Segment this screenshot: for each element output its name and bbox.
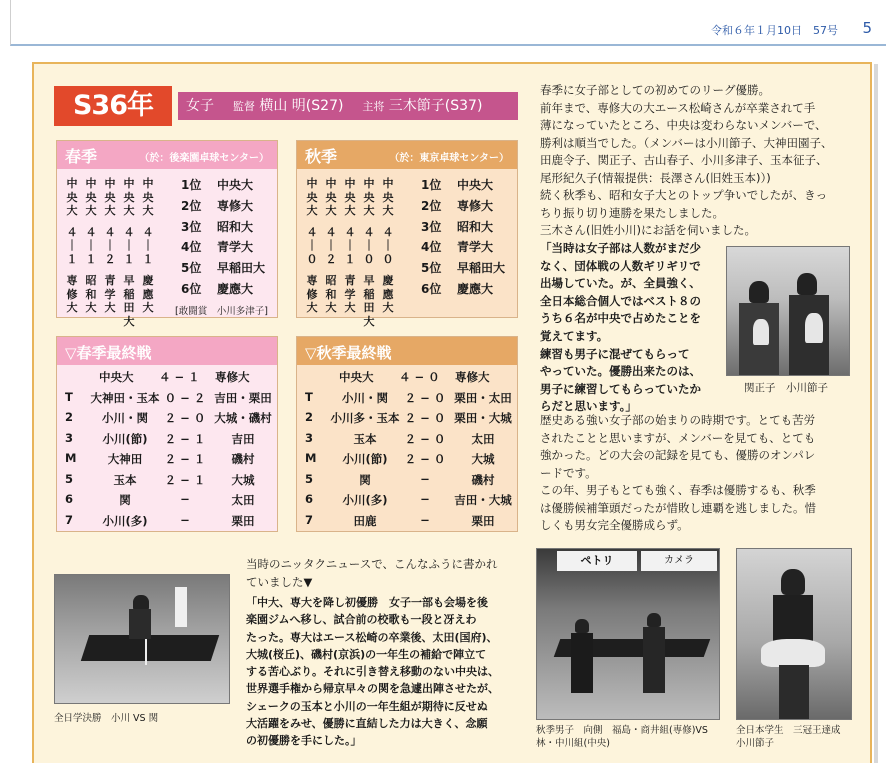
article-line: 田鹿令子、関正子、古山春子、小川多津子、玉本征子、 — [540, 153, 828, 167]
match-score: ４ ｜ ０ — [306, 225, 318, 266]
autumn-league-box — [296, 140, 518, 328]
final-cell-no: T — [305, 389, 313, 404]
match-opponent: 昭 和 大 — [325, 274, 337, 314]
final-cell-no: 5 — [305, 471, 314, 486]
spring-final-results — [57, 367, 279, 531]
article-line: 歴史ある強い女子部の始まりの時期です。とても苦労 — [540, 413, 816, 427]
spring-venue: （於：後楽園卓球センター） — [139, 153, 269, 164]
news-line: 大城(桜丘)、磯村(京浜)の一年生の補給で陣立て — [246, 647, 487, 661]
quote-line: やっていた。優勝出来たのは、 — [540, 364, 701, 379]
news-line: 大活躍をみせ、優勝に直結した力は大きく、念願 — [246, 717, 488, 731]
match-home: 中 央 大 — [306, 177, 318, 217]
photo-players-trophies — [726, 246, 850, 376]
match-opponent: 早 稲 田 大 — [363, 274, 375, 328]
final-cell-score: ２ − ０ — [404, 452, 446, 466]
quote-line: 全日本総合個人ではベスト８の — [540, 293, 701, 308]
final-cell-no: 2 — [305, 410, 314, 424]
match-score: ４ ｜ ０ — [382, 225, 394, 266]
ranking-row: 1位 中央大 — [421, 178, 494, 192]
final-result-row — [57, 490, 279, 511]
page-header — [10, 0, 886, 46]
final-cell-no: 5 — [65, 471, 74, 486]
ranking-row: 3位 昭和大 — [421, 219, 494, 234]
news-article — [246, 594, 536, 750]
article-line: しくも男女完全優勝成らず。 — [540, 518, 689, 532]
final-result-row — [297, 408, 519, 429]
spring-league-header — [57, 141, 277, 169]
final-result-row — [57, 388, 279, 409]
article-line: 続く秋季も、昭和女子大とのトップ争いでしたが、きっ — [540, 188, 828, 202]
final-result-row — [57, 449, 279, 470]
match-column — [65, 177, 79, 315]
final-header-score: ４ − ０ — [399, 370, 440, 384]
final-cell-no: 6 — [305, 492, 314, 506]
final-cell-score: − — [420, 471, 430, 486]
match-opponent: 青 学 大 — [104, 274, 116, 314]
match-home: 中 央 大 — [142, 177, 154, 217]
news-intro-line: ていました▼ — [246, 574, 313, 589]
final-cell-home: 玉本 — [113, 472, 137, 487]
autumn-final-box — [296, 336, 518, 532]
team-info-bar — [178, 92, 518, 120]
match-opponent: 慶 應 大 — [142, 274, 154, 314]
quote-line: なく、団体戦の人数ギリギリで — [540, 258, 701, 273]
final-cell-score: ２ − １ — [164, 452, 206, 466]
match-opponent: 専 修 大 — [306, 274, 318, 314]
match-score: ４ ｜ １ — [85, 225, 97, 266]
photo-sign-2: カメラ — [641, 551, 717, 571]
match-home: 中 央 大 — [104, 177, 116, 217]
final-header-home: 中央大 — [339, 370, 374, 384]
ranking-row: 3位 昭和大 — [181, 219, 254, 234]
final-cell-home: 小川・関 — [102, 411, 148, 425]
article-closing — [540, 412, 866, 535]
match-opponent: 慶 應 大 — [382, 274, 394, 314]
autumn-rankings — [421, 175, 505, 300]
photo-mens-doubles — [536, 548, 720, 720]
match-score: ４ ｜ ０ — [363, 225, 375, 266]
photo-sign: ペトリ — [557, 551, 637, 571]
final-cell-away: 磯村 — [231, 452, 255, 466]
match-score: ４ ｜ １ — [344, 225, 356, 266]
final-cell-away: 磯村 — [471, 472, 495, 487]
news-intro — [246, 556, 526, 591]
final-result-row — [57, 408, 279, 429]
final-cell-score: ０ − ２ — [164, 390, 206, 405]
final-cell-score: ２ − １ — [164, 472, 206, 487]
final-header-row — [297, 367, 519, 388]
final-cell-away: 吉田 — [231, 431, 255, 446]
ranking-row: 4位 青学大 — [421, 240, 494, 255]
quote-line: らだと思います。」 — [540, 399, 637, 414]
ranking-row: 2位 専修大 — [181, 198, 254, 213]
final-cell-no: 7 — [65, 512, 74, 527]
coach-name: 横山 明(S27) — [259, 98, 344, 114]
final-cell-score: ２ − ０ — [164, 411, 206, 425]
autumn-venue: （於：東京卓球センター） — [389, 153, 509, 164]
final-result-row — [57, 429, 279, 450]
news-line: 世界選手権から帰京早々の関を急遽出陣させたが、 — [246, 682, 499, 696]
match-home: 中 央 大 — [325, 177, 337, 217]
spring-award: [敢闘賞 小川多津子] — [175, 306, 268, 317]
final-header-home: 中央大 — [99, 370, 134, 384]
quote-line: うち６名が中央で占めたことを — [540, 311, 701, 326]
match-home: 中 央 大 — [382, 177, 394, 217]
match-column — [343, 177, 357, 315]
final-cell-away: 栗田・大城 — [454, 411, 512, 425]
article-line: ードです。 — [540, 465, 597, 480]
final-cell-no: T — [65, 389, 73, 404]
photo-mens-doubles-caption — [536, 724, 708, 750]
spring-final-title: ▽春季最終戦 — [65, 344, 152, 362]
autumn-league-header — [297, 141, 517, 169]
issue-date: 令和６年１月10日 57号 — [711, 24, 838, 37]
final-result-row — [57, 470, 279, 491]
final-cell-home: 小川多・玉本 — [330, 411, 400, 425]
article-line: されたことと思いますが、メンバーを見ても、とても — [540, 430, 816, 445]
final-result-row — [297, 388, 519, 409]
final-cell-no: 6 — [65, 492, 74, 506]
final-cell-away: 大城・磯村 — [214, 411, 272, 425]
ranking-row: 5位 早稲田大 — [421, 261, 506, 276]
page-number: 5 — [862, 19, 872, 37]
captain-label: 主将 — [362, 100, 385, 113]
article-line: 尾形紀久子(情報提供：長澤さん(旧姓玉本)）) — [540, 170, 771, 185]
ranking-row: 4位 青学大 — [181, 240, 254, 255]
final-cell-home: 関 — [119, 493, 131, 507]
final-cell-home: 玉本 — [353, 431, 377, 446]
final-cell-home: 小川(節) — [342, 452, 388, 466]
match-column — [122, 177, 136, 328]
final-cell-score: − — [420, 492, 430, 506]
news-intro-line: 当時のニッタクニュースで、こんなふうに書かれ — [246, 557, 498, 571]
match-score: ４ ｜ ２ — [104, 225, 116, 266]
caption-line: 林・中川組(中央) — [536, 738, 610, 749]
match-column — [305, 177, 319, 315]
panel-shadow — [874, 64, 878, 763]
ranking-row: 1位 中央大 — [181, 178, 254, 192]
final-cell-away: 大城 — [231, 472, 255, 487]
spring-title: 春季 — [65, 147, 98, 166]
photo-triple-crown-caption — [736, 724, 841, 750]
final-result-row — [297, 429, 519, 450]
final-cell-home: 小川・関 — [342, 390, 388, 405]
spring-final-box — [56, 336, 278, 532]
ranking-row: 2位 専修大 — [421, 198, 494, 213]
final-cell-score: ２ − ０ — [404, 411, 446, 425]
final-cell-score: − — [180, 512, 190, 527]
news-line: 「中大、専大を降し初優勝 女子一部も会場を後 — [246, 596, 488, 609]
final-header-row — [57, 367, 279, 388]
news-line: する苦心ぶり。それに引き替え移動のない中央は、 — [246, 665, 499, 679]
news-line: たった。専大はエース松崎の卒業後、太田(国府)、 — [246, 630, 498, 644]
final-cell-away: 太田 — [471, 431, 495, 446]
news-line: 楽園ジムへ移し、試合前の校歌も一段と冴えわ — [246, 613, 477, 627]
article-line: 前年まで、専修大の大エース松崎さんが卒業されて手 — [540, 100, 816, 115]
match-opponent: 青 学 大 — [344, 274, 356, 314]
final-cell-no: 2 — [65, 410, 74, 424]
final-header-away: 専修大 — [215, 370, 250, 384]
match-column — [324, 177, 338, 315]
final-cell-score: ２ − １ — [164, 431, 206, 446]
match-score: ４ ｜ １ — [142, 225, 154, 266]
photo-university-final — [54, 574, 230, 704]
match-column — [84, 177, 98, 315]
photo-university-final-caption: 全日学決勝 小川 VS 関 — [54, 713, 159, 724]
match-score: ４ ｜ ２ — [325, 225, 337, 266]
quote-line: 「当時は女子部は人数がまだ少 — [540, 241, 701, 255]
quote-line: 練習も男子に混ぜてもらって — [540, 346, 690, 361]
match-opponent: 専 修 大 — [66, 274, 78, 314]
final-cell-away: 吉田・大城 — [454, 493, 512, 507]
article-line: ちり振り切り連勝を果たしました。 — [540, 205, 724, 220]
final-result-row — [297, 449, 519, 470]
news-line: の初優勝を手にした。」 — [246, 734, 362, 748]
match-home: 中 央 大 — [85, 177, 97, 217]
final-cell-score: − — [180, 492, 190, 506]
caption-line: 全日本学生 三冠王達成 — [736, 725, 841, 736]
article-line: 強かった。どの大会の記録を見ても、優勝のオンパレ — [540, 448, 816, 462]
final-cell-no: M — [305, 451, 317, 465]
article-line: 三木さん(旧姓小川)にお話を伺いました。 — [540, 223, 756, 237]
match-opponent: 昭 和 大 — [85, 274, 97, 314]
captain-name: 三木節子(S37) — [388, 98, 483, 114]
spring-league-box — [56, 140, 278, 328]
coach-label: 監督 — [232, 100, 255, 113]
caption-line: 小川節子 — [736, 738, 775, 749]
final-cell-no: 7 — [305, 512, 314, 527]
article-line: 勝利は順当でした。（メンバーは小川節子、大神田園子、 — [540, 135, 833, 150]
spring-final-header — [57, 337, 277, 365]
quote-line: 覚えてます。 — [540, 328, 609, 343]
final-cell-away: 栗田 — [231, 513, 255, 528]
final-cell-no: M — [65, 451, 77, 465]
article-line: は優勝候補筆頭だったが惜敗し連覇を逃しました。惜 — [540, 500, 816, 515]
final-cell-away: 大城 — [471, 452, 495, 466]
match-score: ４ ｜ １ — [123, 225, 135, 266]
match-home: 中 央 大 — [344, 177, 356, 217]
news-line: シェークの玉本と小川の一年生組が期待に反せぬ — [246, 699, 488, 713]
final-result-row — [297, 490, 519, 511]
match-home: 中 央 大 — [363, 177, 375, 217]
final-header-score: ４ − １ — [159, 370, 200, 384]
final-cell-away: 栗田・太田 — [454, 390, 512, 405]
final-cell-no: 3 — [65, 430, 74, 445]
final-cell-home: 小川(多) — [342, 493, 388, 507]
match-home: 中 央 大 — [66, 177, 78, 217]
autumn-title: 秋季 — [305, 147, 338, 166]
match-home: 中 央 大 — [123, 177, 135, 217]
ranking-row: 5位 早稲田大 — [181, 261, 266, 276]
match-column — [103, 177, 117, 315]
quote-line: 出場していた。が、全員強く、 — [540, 276, 701, 291]
category-label: 女子 — [186, 98, 214, 114]
interview-quote — [540, 240, 730, 416]
ranking-row: 6位 慶應大 — [421, 281, 494, 296]
final-cell-home: 田鹿 — [353, 513, 377, 528]
match-score: ４ ｜ １ — [66, 225, 78, 266]
final-cell-score: − — [420, 512, 430, 527]
article-line: 薄になっていたところ、中央は変わらないメンバーで、 — [540, 118, 827, 132]
final-cell-home: 小川(多) — [102, 513, 148, 528]
final-result-row — [297, 511, 519, 532]
article-line: この年、男子もとても強く、春季は優勝するも、秋季 — [540, 483, 816, 497]
autumn-final-title: ▽秋季最終戦 — [305, 344, 392, 362]
final-header-away: 専修大 — [455, 370, 490, 384]
final-result-row — [57, 511, 279, 532]
final-cell-away: 太田 — [231, 493, 255, 507]
autumn-final-results — [297, 367, 519, 531]
match-column — [141, 177, 155, 315]
autumn-final-header — [297, 337, 517, 365]
final-cell-home: 関 — [359, 472, 371, 487]
final-cell-no: 3 — [305, 430, 314, 445]
ranking-row: 6位 慶應大 — [181, 281, 254, 296]
final-cell-score: ２ − ０ — [404, 431, 446, 446]
quote-line: 男子に練習してもらっていたか — [540, 381, 701, 396]
photo-players-caption: 関正子 小川節子 — [744, 382, 828, 394]
final-cell-home: 小川(節) — [102, 431, 148, 446]
final-cell-away: 栗田 — [471, 513, 495, 528]
final-cell-home: 大神田・玉本 — [90, 390, 160, 405]
spring-rankings — [181, 175, 265, 300]
final-cell-score: ２ − ０ — [404, 390, 446, 405]
match-column — [381, 177, 395, 315]
final-result-row — [297, 470, 519, 491]
year-badge: S36年 — [54, 86, 172, 126]
photo-triple-crown — [736, 548, 852, 720]
caption-line: 秋季男子 向側 福島・商井組(専修)VS — [536, 725, 708, 736]
article-line: 春季に女子部としての初めてのリーグ優勝。 — [540, 83, 770, 97]
final-cell-home: 大神田 — [107, 452, 143, 466]
final-cell-away: 吉田・栗田 — [214, 390, 272, 405]
article-intro — [540, 82, 866, 240]
match-column — [362, 177, 376, 328]
match-opponent: 早 稲 田 大 — [123, 274, 135, 328]
